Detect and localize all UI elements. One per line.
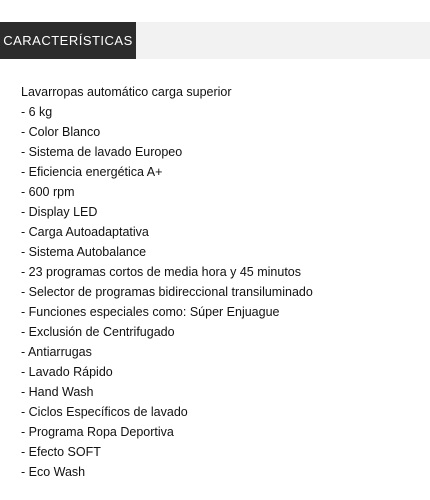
tab-caracteristicas[interactable] xyxy=(0,22,136,59)
spec-item: - Sistema de lavado Europeo xyxy=(21,145,183,159)
spec-item: - Eficiencia energética A+ xyxy=(21,165,163,179)
spec-item: - Eco Wash xyxy=(21,465,86,479)
spec-list xyxy=(21,82,313,482)
spec-item: - Color Blanco xyxy=(21,125,101,139)
spec-intro: Lavarropas automático carga superior xyxy=(21,85,232,99)
spec-item: - Sistema Autobalance xyxy=(21,245,147,259)
spec-item: - Lavado Rápido xyxy=(21,365,113,379)
spec-item: - 600 rpm xyxy=(21,185,75,199)
spec-item: - Selector de programas bidireccional transiluminado xyxy=(21,285,313,299)
spec-item: - Programa Ropa Deportiva xyxy=(21,425,174,439)
spec-item: - Ciclos Específicos de lavado xyxy=(21,405,188,419)
spec-item: - 6 kg xyxy=(21,105,53,119)
spec-item: - Efecto SOFT xyxy=(21,445,101,459)
spec-item: - Display LED xyxy=(21,205,98,219)
tab-caracteristicas-label: CARACTERÍSTICAS xyxy=(3,33,133,48)
spec-item: - Antiarrugas xyxy=(21,345,92,359)
spec-item: - Carga Autoadaptativa xyxy=(21,225,149,239)
spec-item: - 23 programas cortos de media hora y 45 minutos xyxy=(21,265,301,279)
spec-item: - Exclusión de Centrifugado xyxy=(21,325,175,339)
tab-bar xyxy=(0,22,430,59)
spec-item: - Hand Wash xyxy=(21,385,94,399)
spec-item: - Funciones especiales como: Súper Enjuague xyxy=(21,305,280,319)
